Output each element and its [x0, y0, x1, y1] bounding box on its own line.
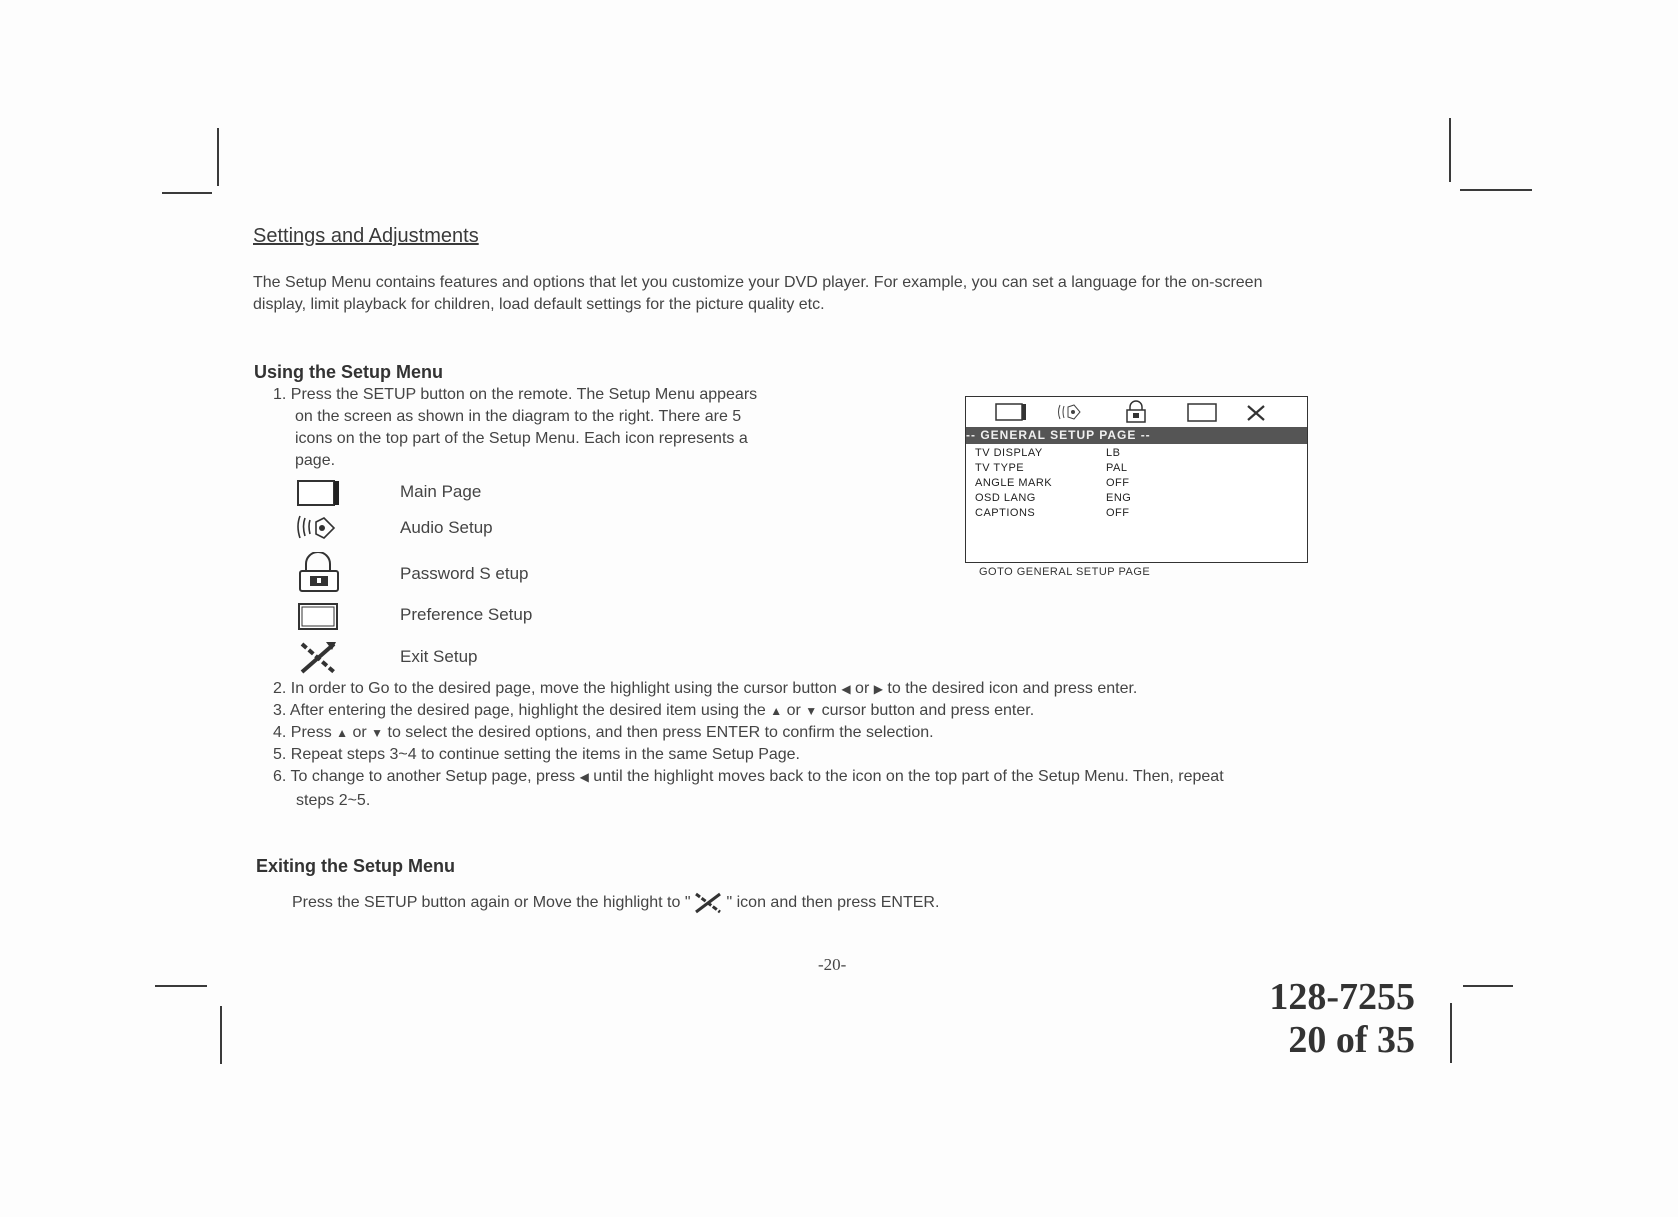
- crop-mark: [1449, 118, 1451, 182]
- step-text: or: [352, 724, 367, 741]
- icon-label-audio-setup: Audio Setup: [400, 518, 493, 537]
- exit-setup-icon: [296, 638, 342, 683]
- step-text: until the highlight moves back to the icon on the top part of the Setup Menu. Then, repeat: [593, 768, 1224, 785]
- menu-item-value: PAL: [1106, 462, 1128, 474]
- down-arrow-icon: ▼: [371, 726, 384, 740]
- intro-paragraph: [253, 272, 1453, 316]
- step-2: [273, 678, 1137, 700]
- exiting-setup-heading: Exiting the Setup Menu: [256, 856, 456, 876]
- intro-line: The Setup Menu contains features and options that let you customize your DVD player. For example, you can set a language for the on-screen: [253, 274, 1263, 291]
- step-text: 3. After entering the desired page, highlight the desired item using the: [273, 702, 766, 719]
- crop-mark: [1450, 1003, 1452, 1063]
- step-line: icons on the top part of the Setup Menu. Each icon represents a: [295, 430, 748, 447]
- crop-mark: [217, 128, 219, 186]
- step-6: [273, 766, 1224, 788]
- document-code: 128-7255: [1269, 976, 1415, 1018]
- icon-label-exit-setup: Exit Setup: [400, 647, 478, 666]
- exiting-instructions: [292, 890, 939, 916]
- intro-line: display, limit playback for children, load default settings for the picture quality etc.: [253, 296, 825, 313]
- step-text: cursor button and press enter.: [821, 702, 1035, 719]
- step-text: or: [786, 702, 801, 719]
- icon-label-preference-setup: Preference Setup: [400, 605, 533, 624]
- step-line: on the screen as shown in the diagram to the right. There are 5: [295, 408, 742, 425]
- icon-label-main-page: Main Page: [400, 482, 482, 501]
- step-text: 4. Press: [273, 724, 332, 741]
- document-page-count: 20 of 35: [1288, 1019, 1415, 1061]
- screen-icon-bar: [966, 397, 1307, 427]
- step-6-continued: steps 2~5.: [296, 792, 371, 809]
- using-setup-heading: Using the Setup Menu: [254, 362, 443, 382]
- crop-mark: [162, 192, 212, 194]
- step-text: 2. In order to Go to the desired page, move the highlight using the cursor button: [273, 680, 837, 697]
- up-arrow-icon: ▲: [770, 704, 783, 718]
- down-arrow-icon: ▼: [805, 704, 818, 718]
- page-number: -20-: [818, 955, 847, 974]
- menu-item-value: LB: [1106, 447, 1121, 459]
- menu-highlight-bar: -- GENERAL SETUP PAGE --: [966, 427, 1307, 444]
- icon-label-password-setup: Password S etup: [400, 564, 529, 583]
- exit-setup-icon: [691, 890, 727, 916]
- menu-item-label: ANGLE MARK: [975, 477, 1053, 489]
- menu-item-label: CAPTIONS: [975, 507, 1036, 519]
- menu-item-value: OFF: [1106, 477, 1130, 489]
- menu-item-value: ENG: [1106, 492, 1132, 504]
- step-text: 6. To change to another Setup page, press: [273, 768, 576, 785]
- crop-mark: [1463, 985, 1513, 987]
- left-arrow-icon: ◀: [841, 682, 851, 696]
- setup-menu-screen: [965, 396, 1308, 563]
- preference-setup-icon: [296, 600, 342, 637]
- menu-item-label: TV DISPLAY: [975, 447, 1043, 459]
- step-text: to select the desired options, and then press ENTER to confirm the selection.: [387, 724, 934, 741]
- left-arrow-icon: ◀: [579, 770, 589, 784]
- audio-setup-icon: [294, 512, 344, 549]
- crop-mark: [155, 985, 207, 987]
- menu-footer: GOTO GENERAL SETUP PAGE: [979, 566, 1151, 578]
- password-setup-icon: [296, 552, 342, 599]
- main-page-icon: [296, 478, 342, 513]
- step-line: page.: [295, 452, 336, 469]
- step-3: [273, 700, 1034, 722]
- step-1: [273, 384, 757, 472]
- right-arrow-icon: ▶: [873, 682, 883, 696]
- menu-item-label: OSD LANG: [975, 492, 1036, 504]
- crop-mark: [1460, 189, 1532, 191]
- step-5: 5. Repeat steps 3~4 to continue setting the items in the same Setup Page.: [273, 746, 800, 763]
- menu-item-value: OFF: [1106, 507, 1130, 519]
- section-title: Settings and Adjustments: [253, 225, 479, 247]
- exit-text: Press the SETUP button again or Move the highlight to ": [292, 894, 691, 912]
- step-text: to the desired icon and press enter.: [887, 680, 1138, 697]
- step-4: [273, 722, 934, 744]
- up-arrow-icon: ▲: [336, 726, 349, 740]
- crop-mark: [220, 1006, 222, 1064]
- menu-item-label: TV TYPE: [975, 462, 1025, 474]
- step-text: or: [855, 680, 870, 697]
- step-line: 1. Press the SETUP button on the remote. The Setup Menu appears: [273, 386, 758, 403]
- exit-text: " icon and then press ENTER.: [726, 894, 940, 912]
